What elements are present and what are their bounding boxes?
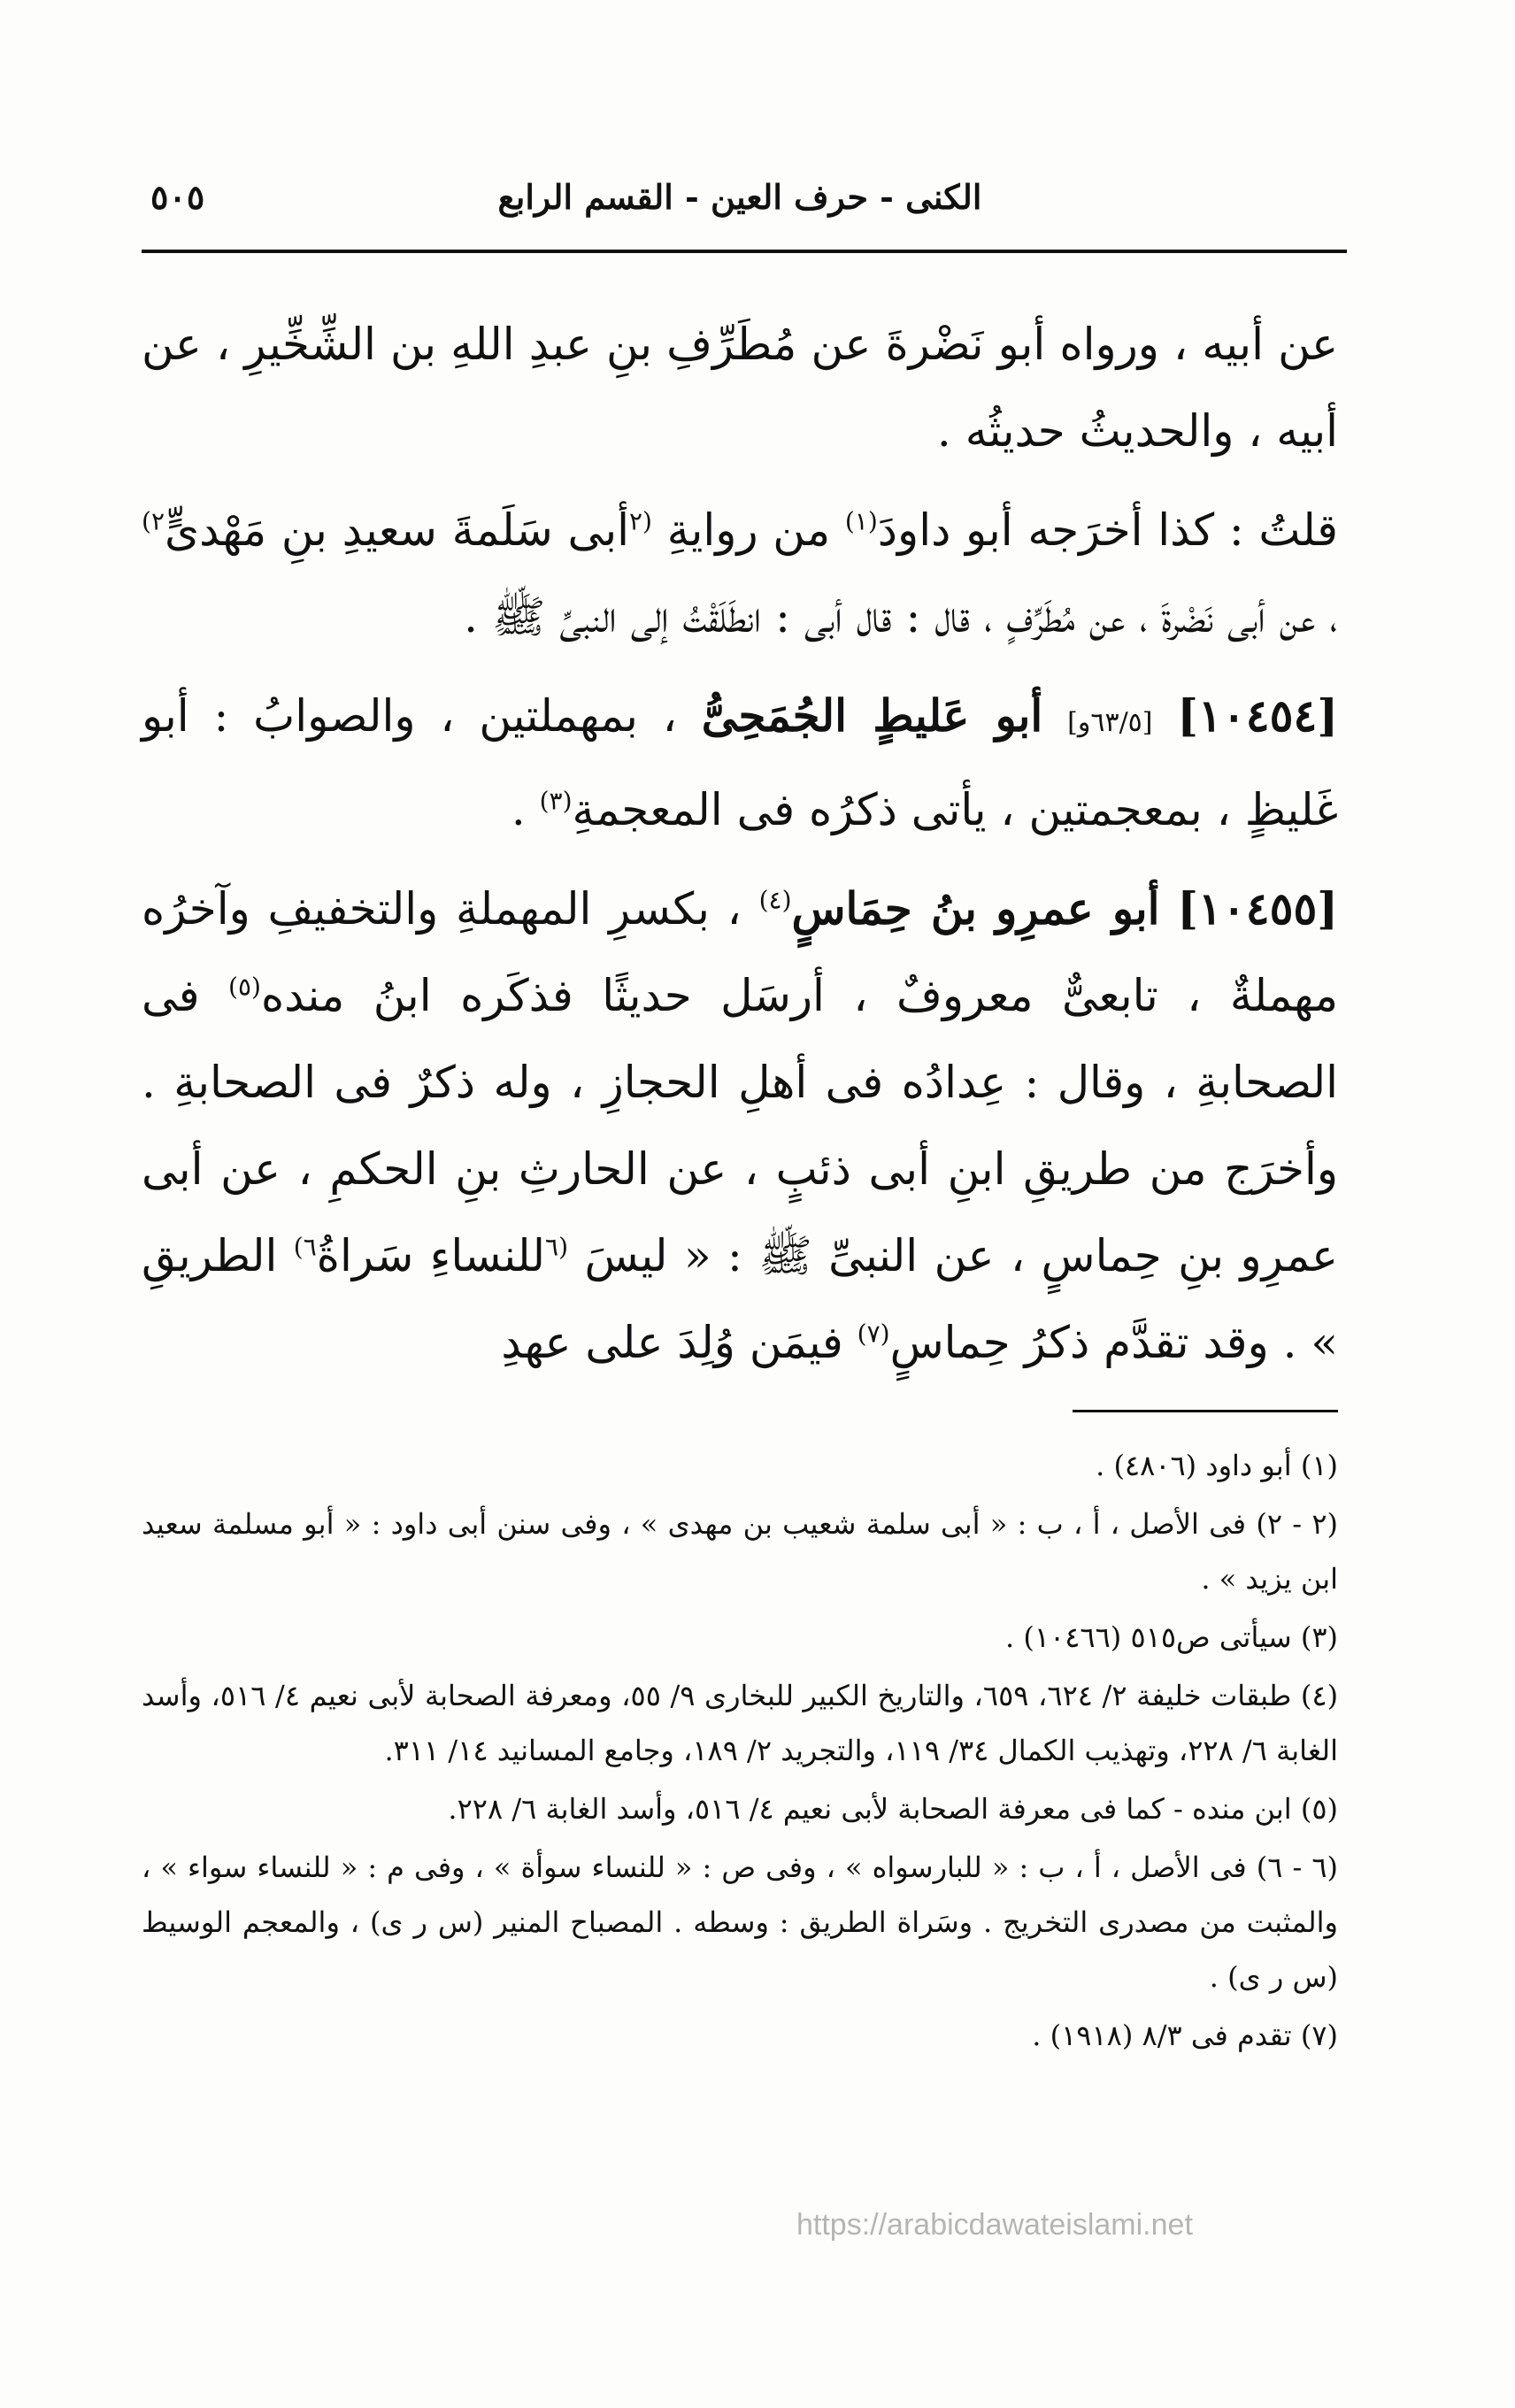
footnote-5: (٥) ابن منده - كما فى معرفة الصحابة لأبى نعيم ٤/ ٥١٦، وأسد الغابة ٦/ ٢٢٨. xyxy=(448,1792,1338,1826)
running-header xyxy=(133,168,1347,230)
entry-name: أبو عمرِو بنُ حِمَاسٍ xyxy=(791,882,1160,935)
footnote-ref-4: (٤) xyxy=(758,885,792,915)
footnote-divider xyxy=(1073,1410,1338,1412)
text-segment: ، بمهملتين ، والصوابُ : أبو غَليظٍ ، بمعجمتين ، يأتى ذكرُه فى المعجمةِ xyxy=(142,690,1338,835)
text-segment: . xyxy=(511,784,540,835)
footnote-ref-6-close: ٦) xyxy=(293,1232,317,1262)
footnote-ref-7: (٧) xyxy=(857,1319,890,1349)
footnote-3: (٣) سيأتى ص٥١٥ (١٠٤٦٦) . xyxy=(1005,1620,1338,1654)
footnote-7: (٧) تقدم فى ٨/٣ (١٩١٨) . xyxy=(1032,2019,1338,2052)
footnote-1: (١) أبو داود (٤٨٠٦) . xyxy=(1096,1449,1338,1482)
footnote-ref-3: (٣) xyxy=(539,786,573,816)
footnote-4: (٤) طبقات خليفة ٢/ ٦٢٤، ٦٥٩، والتاريخ الكبير للبخارى ٩/ ٥٥، ومعرفة الصحابة لأبى نعيم ٤/ ٥١٦، وأسد الغابة ٦/ ٢٢٨، وتهذيب الكمال ٣٤/ ١١٩، والتجريد ٢/ ١٨٩، وجامع المسانيد ١٤/ ٣١١. xyxy=(142,1679,1339,1767)
entry-number: [١٠٤٥٥] xyxy=(1177,882,1338,935)
entry-10455 xyxy=(142,865,1338,1386)
paragraph-note xyxy=(142,487,1338,660)
text-segment: قلتُ : كذا أخرَجه أبو داودَ xyxy=(877,504,1338,556)
text-segment: ، بكسرِ المهملةِ والتخفيفِ وآخرُه مهملةٌ ، تابعىٌّ معروفٌ ، أرسَل حديثًا فذكَره ابنُ منده xyxy=(142,883,1338,1021)
text-segment: الطريقِ » . وقد تقدَّم ذكرُ حِماسٍ xyxy=(142,1230,1338,1368)
main-text xyxy=(142,301,1338,1398)
footnote-ref-1: (١) xyxy=(844,506,878,536)
entry-10454 xyxy=(142,673,1338,853)
entry-number: [١٠٤٥٤] xyxy=(1177,689,1338,742)
footnote-2: (٢ - ٢) فى الأصل ، أ ، ب : « أبى سلمة شعيب بن مهدى » ، وفى سنن أبى داود : « أبو مسلمة سعيد ابن يزيد » . xyxy=(142,1507,1339,1596)
footnote-ref-6-open: (٦ xyxy=(545,1232,569,1262)
footnote-ref-2-open: (٢ xyxy=(629,506,652,536)
footnote-6: (٦ - ٦) فى الأصل ، أ ، ب : « للبارسواه » ، وفى ص : « للنساء سوأة » ، وفى م : « للنساء سواء » ، والمثبت من مصدرى التخريج . وسَراة الطريق : وسطه . المصباح المنير (س ر ى) ، والمعجم الوسيط (س ر ى) . xyxy=(142,1850,1339,1994)
footnote-ref-5: (٥) xyxy=(228,972,261,1002)
manuscript-ref: [٦٣/٥و] xyxy=(1067,707,1153,738)
paragraph-continuation: عن أبيه ، ورواه أبو نَضْرةَ عن مُطَرِّفِ بنِ عبدِ اللهِ بن الشِّخِّيرِ ، عن أبيه ، والحديثُ حديثُه . xyxy=(142,319,1338,457)
header-divider xyxy=(142,250,1347,253)
page-number: ٥٠٥ xyxy=(150,177,205,217)
text-segment: للنساءِ سَراةُ xyxy=(316,1230,546,1281)
footnotes xyxy=(142,1438,1338,2066)
watermark-url: https://arabicdawateislami.net xyxy=(796,2208,1193,2242)
text-segment: من روايةِ xyxy=(651,504,845,556)
entry-name: أبو عَليطٍ الجُمَحِىُّ xyxy=(701,689,1043,742)
footnote-ref-2-close: ٢) xyxy=(142,506,165,536)
text-segment: فى الصحابةِ ، وقال : عِدادُه فى أهلِ الحجازِ ، وله ذكرٌ فى الصحابةِ . وأخرَج من طريقِ ابنِ أبى ذئبٍ ، عن الحارثِ بنِ الحكمِ ، عن أبى عمرِو بنِ حِماسٍ ، عن النبىِّ ﷺ : « ليسَ xyxy=(142,970,1338,1281)
text-segment: أبى سَلَمةَ سعيدِ بنِ مَهْدىٍّ xyxy=(164,504,629,556)
text-segment: ، عن أبى نَضْرةَ ، عن مُطَرِّفٍ ، قال : قال أبى : انطَلَقْتُ إلى النبىِّ ﷺ . xyxy=(464,591,1338,642)
header-title: الكنى - حرف العين - القسم الرابع xyxy=(497,177,982,217)
text-segment: فيمَن وُلِدَ على عهدِ xyxy=(501,1317,857,1368)
